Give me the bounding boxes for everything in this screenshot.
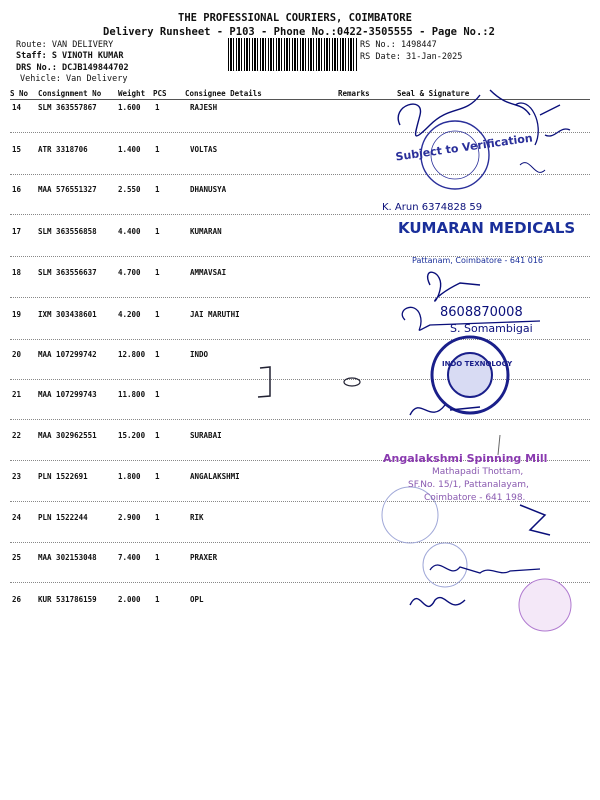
- col-weight: Weight: [118, 89, 146, 98]
- row-sno: 22: [12, 431, 22, 440]
- row-consignee: ANGALAKSHMI: [190, 472, 240, 481]
- runsheet-title: Delivery Runsheet - P103 - Phone No.:0422-3505555 - Page No.:2: [103, 26, 495, 38]
- angalakshmi-stamp-line1: Mathapadi Thottam,: [432, 467, 524, 477]
- row-weight: 7.400: [118, 553, 141, 562]
- row-sno: 23: [12, 472, 22, 481]
- row-consignment: MAA 107299743: [38, 390, 97, 399]
- row-pcs: 1: [155, 268, 160, 277]
- row-weight: 15.200: [118, 431, 146, 440]
- barcode-image: [228, 38, 358, 71]
- row-weight: 4.400: [118, 227, 141, 236]
- kumaran-stamp-name: KUMARAN MEDICALS: [398, 219, 576, 237]
- angalakshmi-stamp-line3: Coimbatore - 641 198.: [424, 493, 526, 503]
- remarks-marks: [230, 360, 370, 410]
- row-consignment: MAA 302962551: [38, 431, 97, 440]
- row-weight: 12.800: [118, 350, 146, 359]
- row-consignee: JAI MARUTHI: [190, 310, 240, 319]
- jai-maruthi-signature: S. Somambigai: [450, 322, 533, 335]
- col-remarks: Remarks: [338, 89, 370, 98]
- row-pcs: 1: [155, 595, 160, 604]
- kumaran-stamp-address: Pattanam, Coimbatore - 641 016: [412, 256, 543, 265]
- row-sno: 16: [12, 185, 22, 194]
- row-consignee: PRAXER: [190, 553, 218, 562]
- row-consignment: ATR 3318706: [38, 145, 88, 154]
- row-sno: 17: [12, 227, 22, 236]
- row-weight: 1.600: [118, 103, 141, 112]
- row-weight: 1.400: [118, 145, 141, 154]
- row-weight: 2.550: [118, 185, 141, 194]
- rs-date: RS Date: 31-Jan-2025: [360, 52, 463, 62]
- row-consignee: INDO: [190, 350, 209, 359]
- row-consignee: OPL: [190, 595, 204, 604]
- col-consignment: Consignment No: [38, 89, 102, 98]
- signature-rajesh: [398, 90, 530, 136]
- row-consignment: KUR 531786159: [38, 595, 97, 604]
- jai-maruthi-phone: 8608870008: [440, 305, 523, 320]
- row-weight: 1.800: [118, 472, 141, 481]
- angalakshmi-stamp-line2: SF.No. 15/1, Pattanalayam,: [408, 480, 529, 490]
- row-consignee: DHANUSYA: [190, 185, 227, 194]
- row-weight: 11.800: [118, 390, 146, 399]
- col-pcs: PCS: [153, 89, 167, 98]
- row-consignment: SLM 363556637: [38, 268, 97, 277]
- company-title: THE PROFESSIONAL COURIERS, COIMBATORE: [178, 12, 412, 24]
- col-seal-signature: Seal & Signature: [397, 89, 470, 98]
- row-sno: 20: [12, 350, 22, 359]
- col-sno: S No: [10, 89, 29, 98]
- kumaran-handwritten-phone: K. Arun 6374828 59: [382, 202, 483, 213]
- row-sno: 19: [12, 310, 22, 319]
- row-consignment: MAA 107299742: [38, 350, 97, 359]
- row-consignee: VOLTAS: [190, 145, 218, 154]
- row-weight: 4.200: [118, 310, 141, 319]
- staff-label: Staff: S VINOTH KUMAR: [16, 51, 124, 61]
- row-pcs: 1: [155, 227, 160, 236]
- indo-stamp-text: INDO TEXNOLOGY: [442, 360, 513, 368]
- row-sno: 14: [12, 103, 22, 112]
- row-consignee: KUMARAN: [190, 227, 222, 236]
- row-weight: 2.900: [118, 513, 141, 522]
- row-pcs: 1: [155, 185, 160, 194]
- row-consignment: PLN 1522244: [38, 513, 88, 522]
- signature-ammavsai: [428, 272, 480, 301]
- row-pcs: 1: [155, 472, 160, 481]
- angalakshmi-stamp-name: Angalakshmi Spinning Mill: [383, 452, 548, 465]
- row-sno: 25: [12, 553, 22, 562]
- signature-opl: [410, 598, 465, 607]
- row-sno: 15: [12, 145, 22, 154]
- col-consignee: Consignee Details: [185, 89, 262, 98]
- row-consignment: SLM 363557867: [38, 103, 97, 112]
- vehicle-label: Vehicle: Van Delivery: [20, 74, 128, 84]
- row-pcs: 1: [155, 390, 160, 399]
- row-pcs: 1: [155, 310, 160, 319]
- route-label: Route: VAN DELIVERY: [16, 40, 114, 50]
- row-consignee: AMMAVSAI: [190, 268, 227, 277]
- drs-number: DRS No.: DCJB149844702: [16, 63, 129, 73]
- row-consignee: SURABAI: [190, 431, 222, 440]
- row-sno: 26: [12, 595, 22, 604]
- row-pcs: 1: [155, 145, 160, 154]
- row-sno: 24: [12, 513, 22, 522]
- row-weight: 4.700: [118, 268, 141, 277]
- row-pcs: 1: [155, 103, 160, 112]
- row-weight: 2.000: [118, 595, 141, 604]
- row-pcs: 1: [155, 350, 160, 359]
- row-sno: 21: [12, 390, 22, 399]
- opl-stamp: [519, 579, 571, 631]
- row-consignment: SLM 363556858: [38, 227, 97, 236]
- row-consignment: MAA 302153048: [38, 553, 97, 562]
- rs-number: RS No.: 1498447: [360, 40, 437, 50]
- row-consignee: RAJESH: [190, 103, 218, 112]
- row-pcs: 1: [155, 553, 160, 562]
- row-consignee: RIK: [190, 513, 204, 522]
- row-pcs: 1: [155, 431, 160, 440]
- row-sno: 18: [12, 268, 22, 277]
- voltas-stamp-text: Subject to Verification: [394, 131, 534, 164]
- row-consignment: MAA 576551327: [38, 185, 97, 194]
- row-consignment: IXM 303438601: [38, 310, 97, 319]
- row-consignment: PLN 1522691: [38, 472, 88, 481]
- row-pcs: 1: [155, 513, 160, 522]
